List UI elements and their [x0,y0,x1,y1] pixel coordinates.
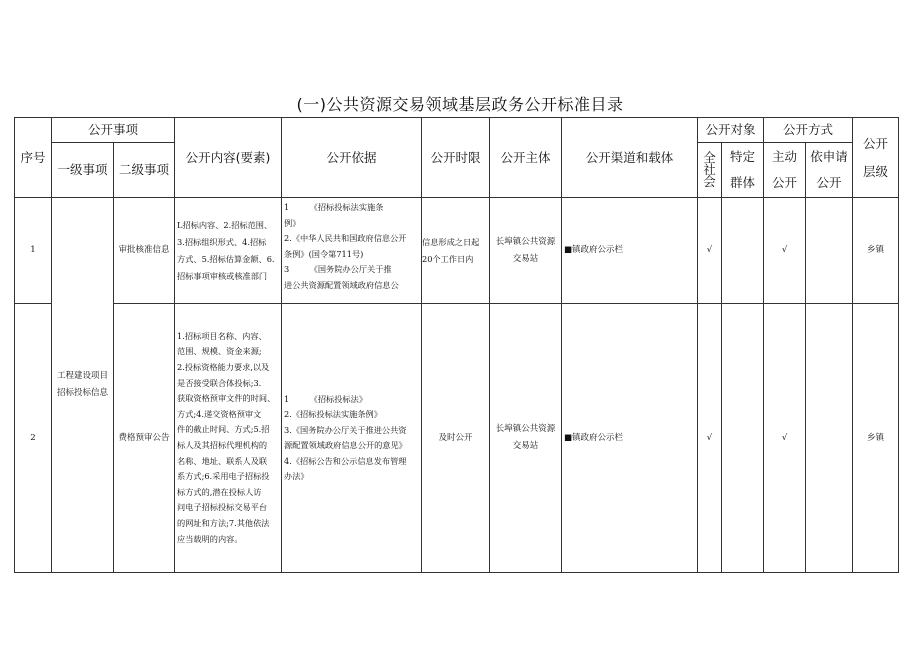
table-row [15,198,899,304]
content-cell: L招标内容、2.招标范围、 3.招标组织形式、4.招标 方式、5.招标估算金额、6. 招标事项审核或核准部门 [175,198,282,304]
header-target-all: 全 社 会 [698,143,722,198]
channel-cell: ■镇政府公示栏 [562,198,698,304]
header-seq: 序号 [15,118,52,198]
table-row [15,304,899,573]
channel-cell: ■镇政府公示栏 [562,304,698,573]
header-level: 公开 层级 [853,118,899,198]
header-level1: 一级事项 [52,143,114,198]
header-target: 公开对象 [698,118,764,143]
method-active-check: √ [764,304,806,573]
header-method-request: 依申请 公开 [806,143,853,198]
row-seq: 2 [15,304,52,573]
level1-item: 工程建设项目 招标投标信息 [52,198,114,573]
level-cell: 乡镇 [853,198,899,304]
basis-cell: 1 《招标投标法实施条 例》 2.《中华人民共和国政府信息公开 条例》(国令第711号) 3 《国务院办公厅关于推 进公共资源配置领域政府信息公 [282,198,422,304]
level2-item: 审批核准信息 [114,198,175,304]
method-active-check: √ [764,198,806,304]
header-subject: 公开主体 [490,118,562,198]
level2-item: 费格预审公告 [114,304,175,573]
basis-cell: 1 《招标投标法》 2.《招标投标法实施条例》 3.《国务院办公厅关于推进公共资 源配置领域政府信息公开的意见》 4.《招标公告和公示信息发布管理 办法》 [282,304,422,573]
header-level2: 二级事项 [114,143,175,198]
level-cell: 乡镇 [853,304,899,573]
disclosure-catalog-table [14,117,899,573]
time-cell: 及时公开 [422,304,490,573]
page-title: (一)公共资源交易领域基层政务公开标准目录 [296,95,624,114]
header-time: 公开时限 [422,118,490,198]
target-specific-check [722,304,764,573]
target-all-check: √ [698,304,722,573]
subject-cell: 长埠镇公共资源 交易站 [490,198,562,304]
header-content: 公开内容(要素) [175,118,282,198]
header-method: 公开方式 [764,118,853,143]
row-seq: 1 [15,198,52,304]
subject-cell: 长埠镇公共资源 交易站 [490,304,562,573]
header-method-active: 主动 公开 [764,143,806,198]
target-specific-check [722,198,764,304]
time-cell: 信息形成之日起 20个工作日内 [422,198,490,304]
target-all-check: √ [698,198,722,304]
header-matter: 公开事项 [52,118,175,143]
header-basis: 公开依据 [282,118,422,198]
content-cell: 1.招标项目名称、内容、 范围、规模、资金来源; 2.投标资格能力要求,以及 是否接受联合体投标;3. 获取资格预审文件的时间、 方式;4.递交资格预审文 件的截止时间、方式;5.招 标人及其招标代理机构的 名称、地址、联系人及联 系方式;6.采用电子招标投 标方式的,潜在投标人访 问电子招标投标交易平台 的网址和方法;7.其他依法 应当载明的内容。 [175,304,282,573]
method-request-check [806,304,853,573]
header-channel: 公开渠道和载体 [562,118,698,198]
header-target-specific: 特定 群体 [722,143,764,198]
method-request-check [806,198,853,304]
